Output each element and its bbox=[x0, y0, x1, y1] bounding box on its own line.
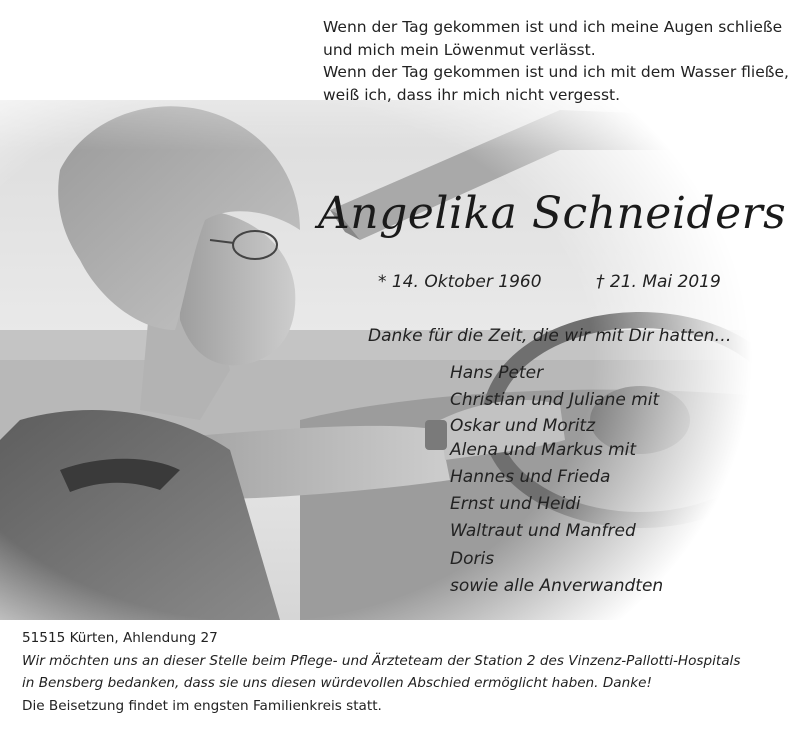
mourner-entry: Ernst und Heidi bbox=[450, 494, 581, 515]
gratitude-line: in Bensberg bedanken, dass sie uns diesen würdevollen Abschied ermöglicht haben. Danke! bbox=[22, 675, 652, 692]
deceased-name: Angelika Schneiders bbox=[318, 188, 787, 239]
mourner-entry: Hannes und Frieda bbox=[450, 466, 611, 487]
mourner-entry: Hans Peter bbox=[450, 363, 544, 383]
birth-date: * 14. Oktober 1960 bbox=[378, 272, 542, 292]
mourner-entry: Doris bbox=[450, 548, 495, 569]
poem-line: Wenn der Tag gekommen ist und ich meine Augen schließe bbox=[323, 18, 783, 36]
gratitude-line: Wir möchten uns an dieser Stelle beim Pflege- und Ärzteteam der Station 2 des Vinzenz-Pallotti-Hospitals bbox=[22, 652, 741, 669]
mourner-entry: sowie alle Anverwandten bbox=[450, 576, 664, 597]
thanks-line: Danke für die Zeit, die wir mit Dir hatten… bbox=[368, 326, 732, 346]
mourner-entry: Christian und Juliane mit bbox=[450, 390, 660, 411]
mourner-entry: Alena und Markus mit bbox=[450, 439, 637, 460]
poem-line: und mich mein Löwenmut verlässt. bbox=[323, 40, 596, 59]
mourner-entry: Waltraut und Manfred bbox=[450, 521, 636, 542]
footer bbox=[22, 627, 740, 717]
death-date: † 21. Mai 2019 bbox=[596, 272, 721, 292]
poem bbox=[323, 16, 789, 106]
mourners-list bbox=[450, 360, 663, 600]
funeral-note: Die Beisetzung findet im engsten Familienkreis statt. bbox=[22, 697, 382, 714]
mourner-entry: Oskar und Moritz bbox=[450, 415, 596, 436]
poem-line: Wenn der Tag gekommen ist und ich mit dem Wasser fließe, bbox=[323, 63, 789, 81]
poem-line: weiß ich, dass ihr mich nicht vergesst. bbox=[323, 85, 621, 104]
address: 51515 Kürten, Ahlendung 27 bbox=[22, 630, 218, 646]
